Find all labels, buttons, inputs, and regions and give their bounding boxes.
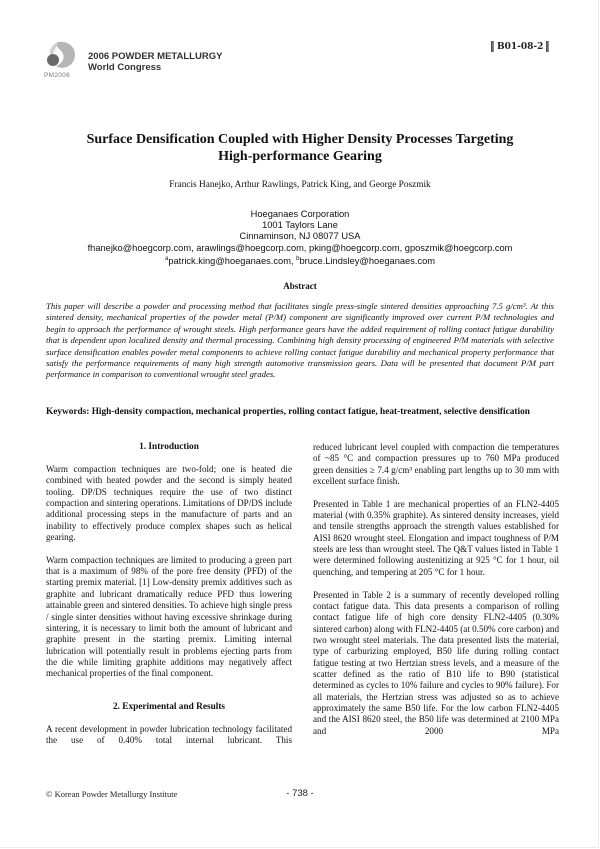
affiliation-emails: fhanejko@hoegcorp.com, arawlings@hoegcorp.com, pking@hoegcorp.com, gposzmik@hoegcorp.com: [87, 242, 513, 253]
affiliation-extra-emails: [30, 254, 570, 267]
abstract-heading: Abstract: [283, 281, 317, 291]
section-heading-experimental: 2. Experimental and Results: [112, 701, 226, 712]
paper-id-badge: [491, 41, 549, 52]
left-column: [46, 442, 292, 758]
title-line-2: High-performance Gearing: [218, 149, 382, 164]
conference-line-2: World Congress: [88, 62, 162, 73]
section-heading-introduction: 1. Introduction: [139, 442, 199, 452]
affiliation-org: Hoeganaes Corporation: [250, 209, 350, 219]
email-a: patrick.king@hoeganaes.com,: [168, 255, 297, 266]
keywords: Keywords: High-density compaction, mechanical properties, rolling contact fatigue, heat-treatment, selective densification: [46, 407, 530, 417]
abstract-text: This paper will describe a powder and processing method that facilitates single press-single sintered densities approaching 7.5 g/cm³. At this sintered density, mechanical properties of the powder metal (P/M) component are significantly improved over current P/M technologies and begin to approach the performance of wrought steels. High performance gears have the added requirement of rolling contact fatigue durability that is dependent upon localized density and thermal processing. Combining high density processing of engineered P/M materials with selective surface densification enables powder metal components to achieve rolling contact fatigue durability and mechanical property performance that satisfy the performance requirements of many high strength automotive transmission gears. Data will be presented that document P/M part performance in comparison to conventional wrought steel grades.: [46, 301, 554, 380]
paragraph: reduced lubricant level coupled with compaction die temperatures of ~85 °C and compaction pressures up to 760 MPa produced green densities ≥ 7.4 g/cm³ enabling part lengths up to 30 mm with excellent surface finish.: [313, 442, 559, 487]
authors: Francis Hanejko, Arthur Rawlings, Patrick King, and George Poszmik: [169, 180, 431, 190]
email-b-marker: b: [296, 255, 300, 262]
email-b: bruce.Lindsley@hoeganaes.com: [299, 255, 436, 266]
page-number: - 738 -: [286, 788, 314, 799]
paragraph: Warm compaction techniques are two-fold; one is heated die combined with heated powder and the second is simply heated tooling. DP/DS techniques require the use of two distinct compaction and sintering operations. Limitations of DP/DS include additional processing steps in the manufacture of parts and an inability to effectively produce complex shapes such as helical gearing.: [46, 464, 292, 543]
paragraph: Warm compaction techniques are limited to producing a green part that is a maximum of 98% of the pore free density (PFD) of the starting premix material. [1] Low-density premix additives such as graphite and lubricant dramatically reduce PFD thus lowering attainable green and sintered densities. To achieve high single press / single sinter densities without having excessive shrinkage during sintering, it is necessary to limit both the amount of lubricant and graphite present in the starting premix. Limiting internal lubrication will potentially result in problems ejecting parts from the die while limiting graphite additions may negatively affect mechanical properties of the final component.: [46, 554, 292, 679]
copyright-notice: © Korean Powder Metallurgy Institute: [46, 789, 178, 799]
conference-line-1: 2006 POWDER METALLURGY: [88, 51, 223, 62]
paragraph: Presented in Table 2 is a summary of recently developed rolling contact fatigue data. This data presents a comparison of rolling contact fatigue life of high core density FLN2-4405 (0.30% sintered carbon) along with FLN2-4405 (at 0.50% core carbon) and two wrought steel materials. The data presented lists the material, type of carburizing employed, B50 life during rolling contact fatigue testing at two Hertzian stress levels, and a measure of the scatter defined as the ratio of B10 life to B90 (statistical determined as cycles to 10% failure and cycles to 90% failure). For all materials, the Hertzian stress was adjusted so as to achieve approximately the same B50 life. For the low carbon FLN2-4405 and the AISI 8620 steel, the B50 life was determined at 2100 MPa and 2000 MPa: [313, 589, 559, 736]
paragraph: A recent development in powder lubrication technology facilitated the use of 0.40% total internal lubricant. This: [46, 723, 292, 745]
paper-title: [40, 131, 560, 165]
bar-left-icon: [491, 41, 494, 52]
right-column: [313, 442, 559, 748]
logo-caption: PM2006: [44, 72, 71, 79]
title-line-1: Surface Densification Coupled with Higher Density Processes Targeting: [86, 132, 514, 147]
paper-id-text: B01-08-2: [497, 41, 544, 52]
bar-right-icon: [546, 41, 549, 52]
affiliation: [30, 209, 570, 267]
email-a-marker: a: [164, 255, 169, 262]
affiliation-street: 1001 Taylors Lane: [262, 220, 338, 231]
affiliation-city: Cinnaminson, NJ 08077 USA: [239, 231, 361, 242]
conference-name: [88, 51, 222, 73]
paragraph: Presented in Table 1 are mechanical properties of an FLN2-4405 material (with 0.35% graphite). As sintered density increases, yield and tensile strengths approach the strength values established for AISI 8620 wrought steel. Elongation and impact toughness of P/M steels are less than wrought steel. The Q&T values listed in Table 1 were determined following austenitizing at 925 °C for 1 hour, oil quenching, and tempering at 205 °C for 1 hour.: [313, 498, 559, 577]
